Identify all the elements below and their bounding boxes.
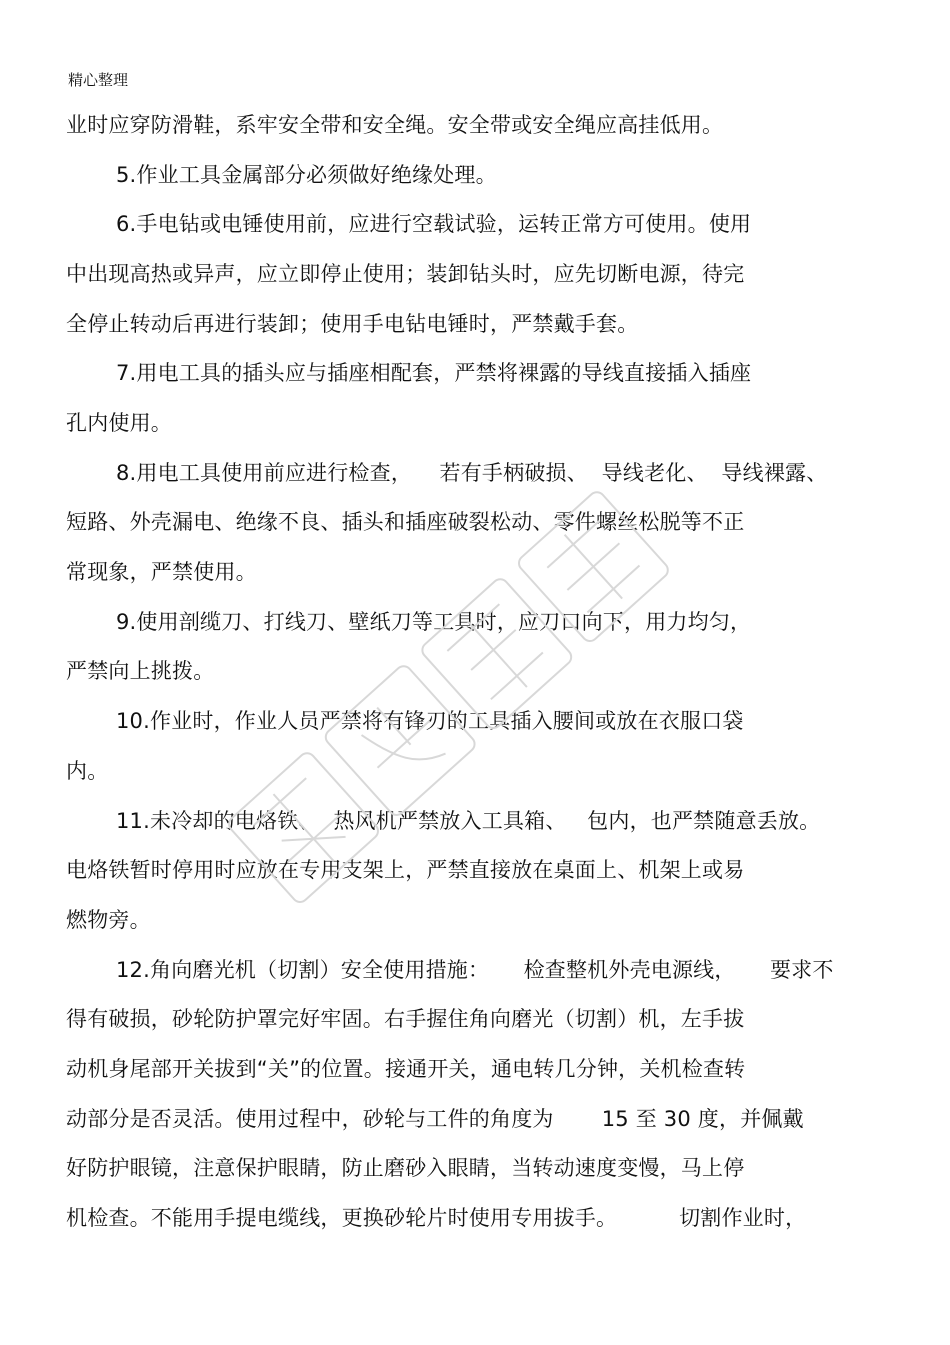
text-line: 12.角向磨光机（切割）安全使用措施： 检查整机外壳电源线， 要求不 xyxy=(116,958,834,982)
text-line: 全停止转动后再进行装卸；使用手电钻电锤时，严禁戴手套。 xyxy=(66,312,639,336)
text-line: 5.作业工具金属部分必须做好绝缘处理。 xyxy=(116,163,497,187)
text-line: 短路、外壳漏电、绝缘不良、插头和插座破裂松动、零件螺丝松脱等不正 xyxy=(66,510,745,534)
text-line: 9.使用剖缆刀、打线刀、壁纸刀等工具时，应刀口向下，用力均匀， xyxy=(116,610,752,634)
text-line: 电烙铁暂时停用时应放在专用支架上，严禁直接放在桌面上、机架上或易 xyxy=(66,858,745,882)
text-line: 6.手电钻或电锤使用前，应进行空载试验，运转正常方可使用。使用 xyxy=(116,212,752,236)
text-line: 中出现高热或异声，应立即停止使用；装卸钻头时，应先切断电源，待完 xyxy=(66,262,745,286)
text-line: 8.用电工具使用前应进行检查， 若有手柄破损、 导线老化、 导线裸露、 xyxy=(116,461,828,485)
text-line: 11.未冷却的电烙铁、 热风机严禁放入工具箱、 包内，也严禁随意丢放。 xyxy=(116,809,821,833)
text-line: 好防护眼镜，注意保护眼睛，防止磨砂入眼睛，当转动速度变慢，马上停 xyxy=(66,1156,745,1180)
text-line: 常现象，严禁使用。 xyxy=(66,560,257,584)
text-line: 业时应穿防滑鞋，系牢安全带和安全绳。安全带或安全绳应高挂低用。 xyxy=(66,113,724,137)
page-header: 精心整理 xyxy=(68,71,129,89)
text-line: 孔内使用。 xyxy=(66,411,172,435)
text-line: 机检查。不能用手提电缆线，更换砂轮片时使用专用拔手。 切割作业时， xyxy=(66,1206,807,1230)
text-line: 得有破损，砂轮防护罩完好牢固。右手握住角向磨光（切割）机，左手拔 xyxy=(66,1007,745,1031)
text-line: 动机身尾部开关拔到“关”的位置。接通开关，通电转几分钟，关机检查转 xyxy=(66,1057,746,1081)
text-line: 内。 xyxy=(66,759,109,783)
text-line: 燃物旁。 xyxy=(66,908,151,932)
text-line: 严禁向上挑拨。 xyxy=(66,659,215,683)
text-line: 动部分是否灵活。使用过程中，砂轮与工件的角度为 15 至 30 度，并佩戴 xyxy=(66,1107,804,1131)
text-line: 10.作业时，作业人员严禁将有锋刃的工具插入腰间或放在衣服口袋 xyxy=(116,709,744,733)
text-line: 7.用电工具的插头应与插座相配套，严禁将裸露的导线直接插入插座 xyxy=(116,361,752,385)
